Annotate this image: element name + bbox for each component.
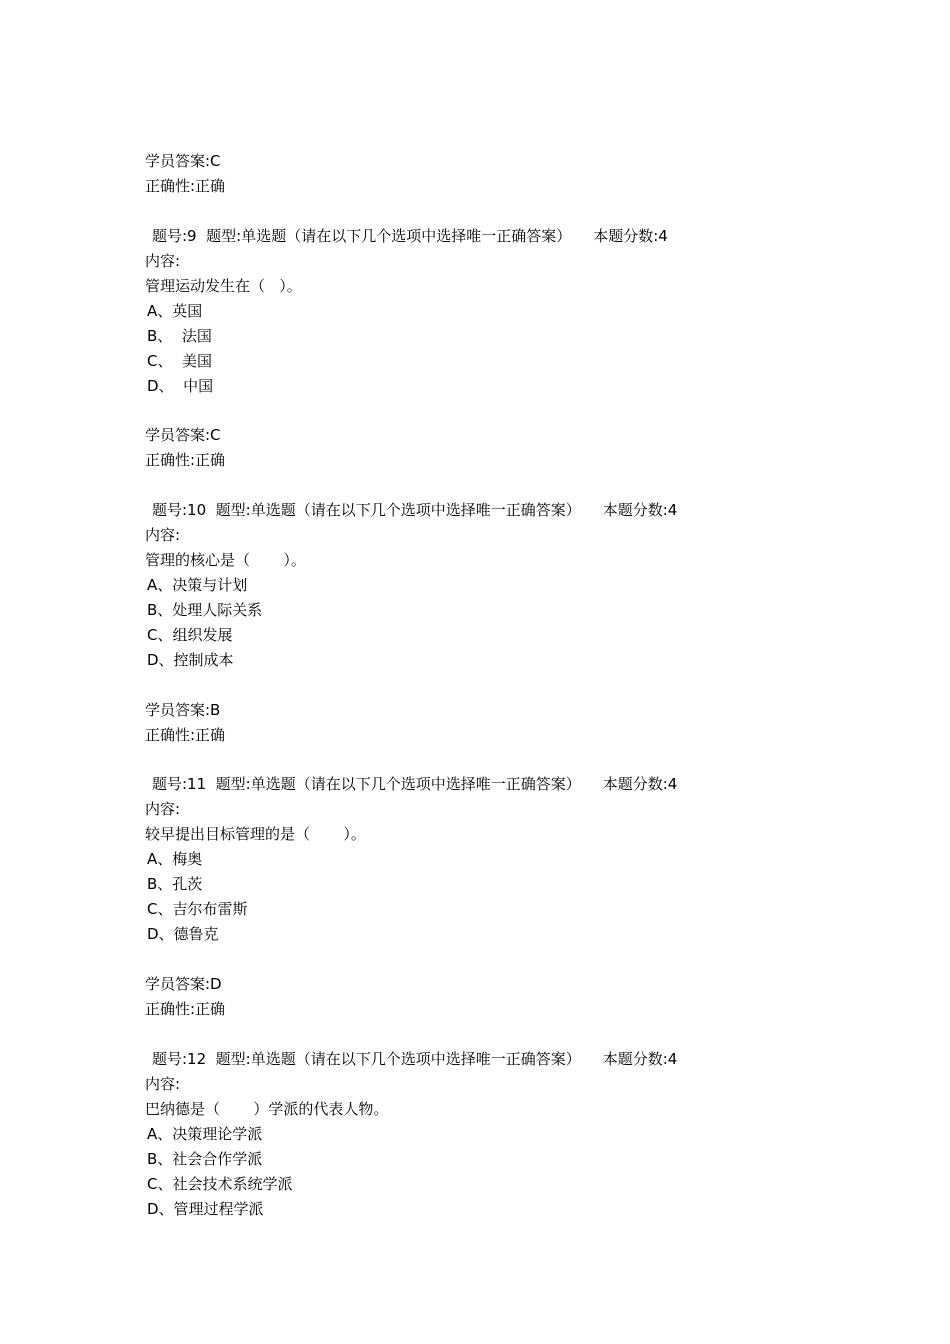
question-type: 题号:9 题型:单选题（请在以下几个选项中选择唯一正确答案） [152,226,572,245]
spacer [145,947,845,972]
option-a: A、决策理论学派 [147,1124,263,1143]
option-a: A、梅奥 [147,850,203,869]
content-label: 内容: [145,800,181,819]
option-a: A、英国 [147,301,203,320]
option-b: B、社会合作学派 [147,1149,263,1168]
question-type: 题号:12 题型:单选题（请在以下几个选项中选择唯一正确答案） [152,1049,581,1068]
content-label: 内容: [145,526,181,545]
question-score: 本题分数:4 [593,226,668,245]
spacer [145,199,845,224]
question-header [145,224,845,249]
option-d: D、 中国 [147,376,214,395]
content-label: 内容: [145,1074,181,1093]
student-answer: 学员答案:C [145,152,221,170]
question-block [145,498,845,772]
option-c: C、社会技术系统学派 [147,1174,293,1193]
option-d: D、德鲁克 [147,925,219,944]
correctness: 正确性:正确 [145,725,226,744]
question-stem: 较早提出目标管理的是（ ）。 [145,825,366,844]
document-page [145,149,845,1222]
option-d: D、控制成本 [147,651,234,670]
question-block [145,1047,845,1222]
content-label: 内容: [145,251,181,270]
question-header [145,498,845,523]
question-stem: 巴纳德是（ ）学派的代表人物。 [145,1099,389,1118]
spacer [145,1022,845,1047]
question-type: 题号:11 题型:单选题（请在以下几个选项中选择唯一正确答案） [152,775,581,794]
option-b: B、处理人际关系 [147,601,263,620]
question-score: 本题分数:4 [602,501,678,520]
option-b: B、 法国 [147,326,212,345]
question-stem: 管理的核心是（ ）。 [145,551,306,570]
option-c: C、 美国 [147,351,213,370]
question-score: 本题分数:4 [602,1049,678,1068]
spacer [145,473,845,498]
correctness: 正确性:正确 [145,1000,226,1019]
option-c: C、组织发展 [147,626,233,645]
student-answer: 学员答案:D [145,975,222,994]
question-score: 本题分数:4 [602,775,678,794]
question-header [145,772,845,797]
correctness: 正确性:正确 [145,177,226,195]
option-a: A、决策与计划 [147,576,248,595]
option-d: D、管理过程学派 [147,1199,264,1218]
spacer [145,399,845,424]
question-type: 题号:10 题型:单选题（请在以下几个选项中选择唯一正确答案） [152,501,581,520]
student-answer: 学员答案:B [145,700,221,719]
option-b: B、孔茨 [147,875,203,894]
spacer [145,673,845,698]
question-stem: 管理运动发生在（ ）。 [145,276,302,295]
spacer [145,748,845,773]
option-c: C、吉尔布雷斯 [147,900,248,919]
question-header [145,1047,845,1072]
question-block [145,224,845,498]
question-block [145,772,845,1046]
correctness: 正确性:正确 [145,451,226,470]
student-answer: 学员答案:C [145,426,221,445]
